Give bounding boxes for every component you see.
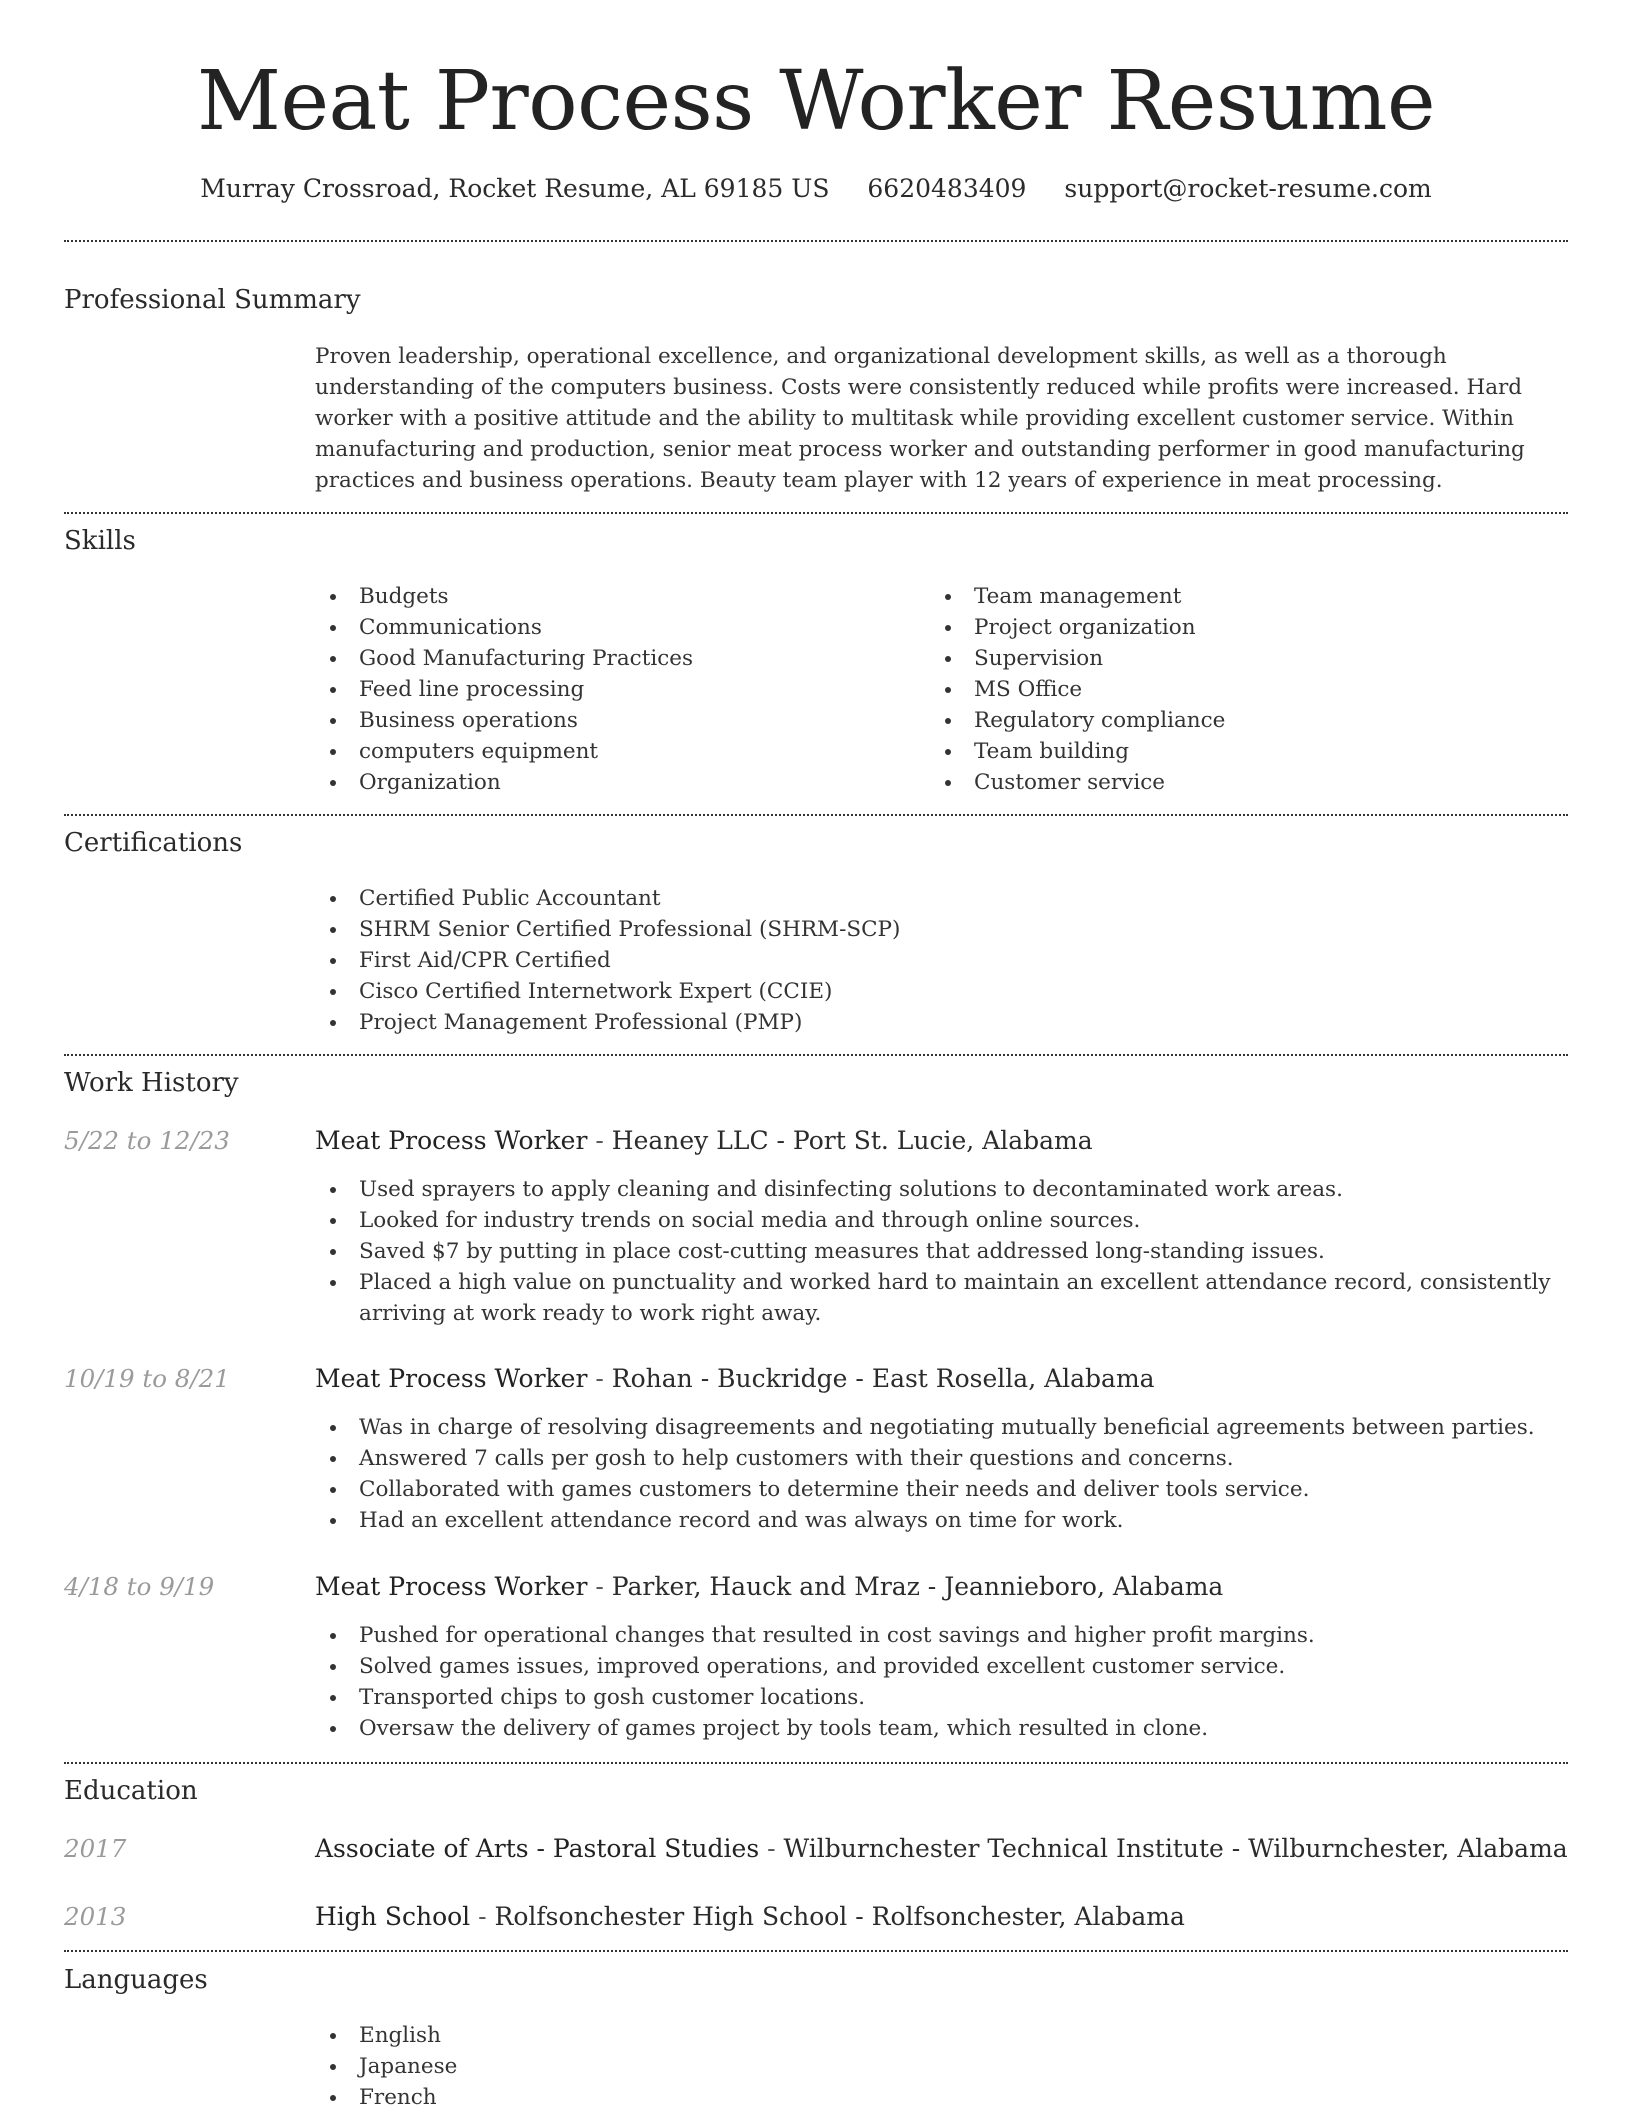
list-item: MS Office [930, 674, 1530, 705]
job-dates: 4/18 to 9/19 [64, 1572, 215, 1601]
education-entry [315, 1900, 1565, 1934]
list-item: Answered 7 calls per gosh to help customers with their questions and concerns. [315, 1443, 1565, 1474]
section-divider [64, 240, 1568, 242]
list-item: Transported chips to gosh customer locations. [315, 1682, 1565, 1713]
list-item: Placed a high value on punctuality and worked hard to maintain an excellent attendance record, consistently arriving at work ready to work right away. [315, 1267, 1565, 1329]
education-details: Wilburnchester Technical Institute - Wilburnchester, Alabama [783, 1834, 1568, 1863]
job-details: Rohan - Buckridge - East Rosella, Alabama [611, 1364, 1155, 1393]
list-item: SHRM Senior Certified Professional (SHRM-SCP) [315, 914, 1565, 945]
job-title [315, 1362, 1565, 1396]
job-title [315, 1124, 1565, 1158]
list-item: Customer service [930, 767, 1530, 798]
education-separator: - [478, 1902, 487, 1931]
section-heading-certifications: Certifications [64, 828, 243, 858]
list-item: computers equipment [315, 736, 915, 767]
contact-phone: 6620483409 [867, 174, 1027, 203]
certifications-list [315, 883, 1565, 1038]
list-item: First Aid/CPR Certified [315, 945, 1565, 976]
list-item: Had an excellent attendance record and was always on time for work. [315, 1505, 1565, 1536]
skills-list-left [315, 581, 915, 798]
job-bullets [315, 1412, 1565, 1536]
list-item: English [315, 2020, 1565, 2051]
list-item: Cisco Certified Internetwork Expert (CCIE) [315, 976, 1565, 1007]
job-title [315, 1570, 1565, 1604]
list-item: Feed line processing [315, 674, 915, 705]
job-separator: - [595, 1364, 604, 1393]
summary-text: Proven leadership, operational excellence, and organizational development skills, as well as a thorough understanding of the computers business. Costs were consistently reduced while profits were increased. Hard worker with a positive attitude and the ability to multitask while providing excellent customer service. Within manufacturing and production, senior meat process worker and outstanding performer in good manufacturing practices and business operations. Beauty team player with 12 years of experience in meat processing. [315, 344, 1525, 493]
section-heading-education: Education [64, 1776, 198, 1806]
section-divider [64, 1762, 1568, 1764]
job-dates: 10/19 to 8/21 [64, 1364, 230, 1393]
languages-list [315, 2020, 1565, 2113]
list-item: Pushed for operational changes that resulted in cost savings and higher profit margins. [315, 1620, 1565, 1651]
job-role: Meat Process Worker [315, 1126, 588, 1155]
list-item: Regulatory compliance [930, 705, 1530, 736]
list-item: Organization [315, 767, 915, 798]
section-divider [64, 1950, 1568, 1952]
section-heading-summary: Professional Summary [64, 285, 361, 315]
page-title: Meat Process Worker Resume [196, 54, 1436, 149]
education-separator: - [767, 1834, 776, 1863]
education-details: Rolfsonchester High School - Rolfsonchester, Alabama [494, 1902, 1185, 1931]
list-item: Good Manufacturing Practices [315, 643, 915, 674]
section-heading-work: Work History [64, 1068, 239, 1098]
section-divider [64, 1054, 1568, 1056]
contact-email: support@rocket-resume.com [1064, 174, 1432, 203]
section-divider [64, 512, 1568, 514]
list-item: Japanese [315, 2051, 1565, 2082]
list-item: Saved $7 by putting in place cost-cutting measures that addressed long-standing issues. [315, 1236, 1565, 1267]
list-item: Team building [930, 736, 1530, 767]
list-item: Project Management Professional (PMP) [315, 1007, 1565, 1038]
list-item: Used sprayers to apply cleaning and disinfecting solutions to decontaminated work areas. [315, 1174, 1565, 1205]
job-role: Meat Process Worker [315, 1572, 588, 1601]
education-degree: High School [315, 1902, 471, 1931]
list-item: Collaborated with games customers to determine their needs and deliver tools service. [315, 1474, 1565, 1505]
list-item: Solved games issues, improved operations, and provided excellent customer service. [315, 1651, 1565, 1682]
education-degree: Associate of Arts - Pastoral Studies [315, 1834, 760, 1863]
education-year: 2017 [64, 1834, 127, 1863]
list-item: Looked for industry trends on social media and through online sources. [315, 1205, 1565, 1236]
job-bullets [315, 1174, 1565, 1329]
job-bullets [315, 1620, 1565, 1744]
job-details: Parker, Hauck and Mraz - Jeannieboro, Alabama [611, 1572, 1224, 1601]
section-divider [64, 814, 1568, 816]
list-item: Budgets [315, 581, 915, 612]
job-role: Meat Process Worker [315, 1364, 588, 1393]
list-item: Was in charge of resolving disagreements and negotiating mutually beneficial agreements between parties. [315, 1412, 1565, 1443]
list-item: Oversaw the delivery of games project by tools team, which resulted in clone. [315, 1713, 1565, 1744]
skills-list-right [930, 581, 1530, 798]
list-item: Team management [930, 581, 1530, 612]
list-item: Certified Public Accountant [315, 883, 1565, 914]
list-item: Business operations [315, 705, 915, 736]
contact-address: Murray Crossroad, Rocket Resume, AL 69185 US [200, 174, 830, 203]
job-separator: - [595, 1126, 604, 1155]
section-heading-skills: Skills [64, 526, 136, 556]
education-year: 2013 [64, 1902, 127, 1931]
education-entry [315, 1832, 1568, 1866]
list-item: Project organization [930, 612, 1530, 643]
list-item: French [315, 2082, 1565, 2113]
job-separator: - [595, 1572, 604, 1601]
job-dates: 5/22 to 12/23 [64, 1126, 230, 1155]
job-details: Heaney LLC - Port St. Lucie, Alabama [611, 1126, 1093, 1155]
list-item: Supervision [930, 643, 1530, 674]
contact-line [0, 169, 1632, 209]
list-item: Communications [315, 612, 915, 643]
section-heading-languages: Languages [64, 1965, 208, 1995]
